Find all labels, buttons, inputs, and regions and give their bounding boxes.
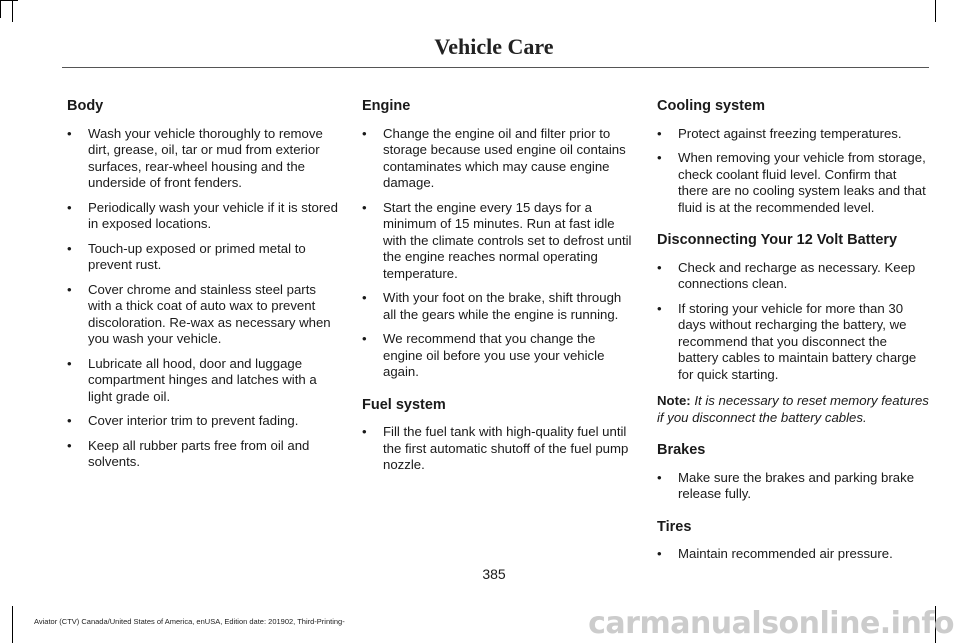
section-fuel-system <box>362 397 634 474</box>
list-item: • When removing your vehicle from storage, check coolant fluid level. Confirm that there are no cooling system leaks and that fluid is at the recommended level. <box>657 150 929 216</box>
list-item: • Cover chrome and stainless steel parts with a thick coat of auto wax to prevent discoloration. Re-wax as necessary when you wash your vehicle. <box>67 282 339 348</box>
section-brakes <box>657 442 929 503</box>
list-item: • We recommend that you change the engine oil before you use your vehicle again. <box>362 331 634 381</box>
section-heading: Fuel system <box>362 396 446 413</box>
section-heading: Tires <box>657 518 692 535</box>
list-item: • Check and recharge as necessary. Keep connections clean. <box>657 260 929 293</box>
bullet-list <box>657 260 929 384</box>
list-item: • Maintain recommended air pressure. <box>657 546 929 563</box>
bullet-list <box>657 126 929 217</box>
page-title: Vehicle Care <box>434 34 554 59</box>
section-tires <box>657 519 929 563</box>
list-item: • Cover interior trim to prevent fading. <box>67 413 339 430</box>
watermark: carmanualsonline.info <box>588 606 954 641</box>
bullet-list <box>657 470 929 503</box>
crop-mark <box>12 0 13 22</box>
list-item: • Change the engine oil and filter prior to storage because used engine oil contains contaminates which may cause engine damage. <box>362 126 634 192</box>
crop-mark <box>12 606 13 643</box>
bullet-list <box>67 126 339 471</box>
list-item: • Fill the fuel tank with high-quality fuel until the first automatic shutoff of the fuel pump nozzle. <box>362 424 634 474</box>
crop-mark <box>0 0 18 1</box>
battery-note <box>657 393 929 426</box>
crop-mark <box>0 0 1 18</box>
section-heading: Body <box>67 98 104 114</box>
list-item: • Periodically wash your vehicle if it is stored in exposed locations. <box>67 200 339 233</box>
bullet-list <box>362 424 634 474</box>
list-item: • If storing your vehicle for more than 30 days without recharging the battery, we recommend that you disconnect the battery cables to maintain battery charge for quick starting. <box>657 301 929 384</box>
section-cooling-system <box>657 98 929 216</box>
column-3 <box>657 92 929 579</box>
crop-mark <box>935 0 936 22</box>
section-engine <box>362 98 634 381</box>
edition-footer: Aviator (CTV) Canada/United States of America, enUSA, Edition date: 201902, Third-Printing- <box>34 617 345 626</box>
section-heading: Brakes <box>657 442 706 458</box>
note-text: It is necessary to reset memory features if you disconnect the battery cables. <box>657 393 929 425</box>
section-heading: Engine <box>362 98 411 114</box>
list-item: • Lubricate all hood, door and luggage compartment hinges and latches with a light grade oil. <box>67 356 339 406</box>
bullet-list <box>362 126 634 381</box>
list-item: • With your foot on the brake, shift through all the gears while the engine is running. <box>362 290 634 323</box>
list-item: • Protect against freezing temperatures. <box>657 126 929 143</box>
header-divider <box>62 67 929 68</box>
section-heading: Disconnecting Your 12 Volt Battery <box>657 232 898 248</box>
note-label: Note: <box>657 393 691 408</box>
page-number: 385 <box>482 566 506 582</box>
section-disconnecting-battery <box>657 232 929 383</box>
column-2 <box>362 92 634 490</box>
list-item: • Keep all rubber parts free from oil and solvents. <box>67 438 339 471</box>
section-body <box>67 98 339 471</box>
list-item: • Wash your vehicle thoroughly to remove dirt, grease, oil, tar or mud from exterior surfaces, rear-wheel housing and the underside of front fenders. <box>67 126 339 192</box>
list-item: • Make sure the brakes and parking brake release fully. <box>657 470 929 503</box>
section-heading: Cooling system <box>657 98 765 114</box>
bullet-list <box>657 546 929 563</box>
column-1 <box>67 92 339 487</box>
list-item: • Touch-up exposed or primed metal to prevent rust. <box>67 241 339 274</box>
list-item: • Start the engine every 15 days for a minimum of 15 minutes. Run at fast idle with the climate controls set to defrost until the engine reaches normal operating temperature. <box>362 200 634 283</box>
